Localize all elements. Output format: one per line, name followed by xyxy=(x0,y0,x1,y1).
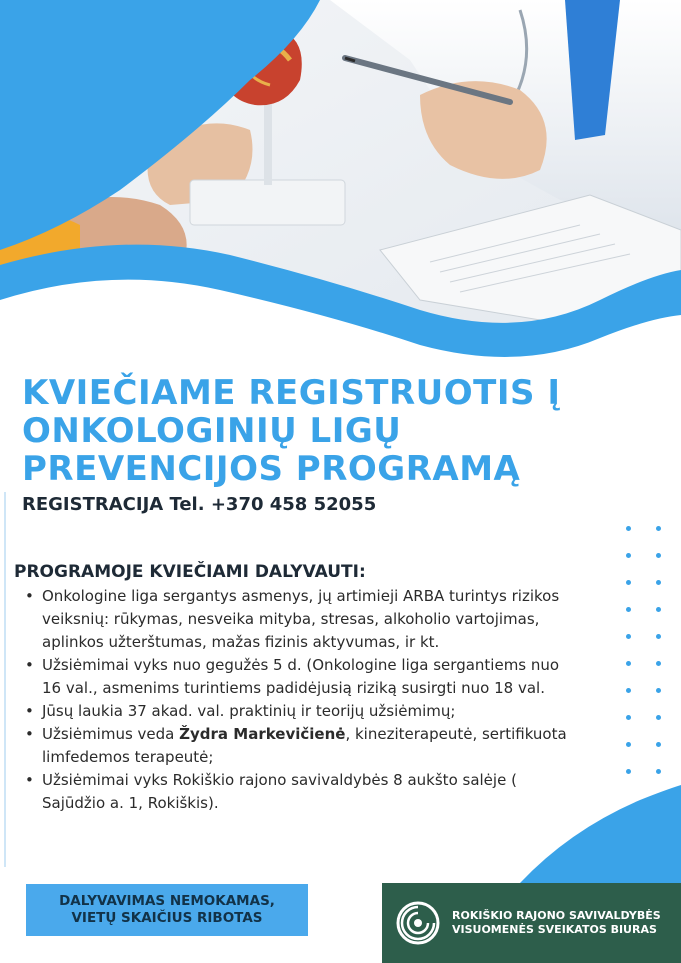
list-item xyxy=(22,769,582,815)
organization-banner xyxy=(382,883,681,963)
list-item xyxy=(22,654,582,700)
org-name xyxy=(452,909,661,937)
decorative-dots xyxy=(626,526,670,786)
free-line-2: VIETŲ SKAIČIUS RIBOTAS xyxy=(71,910,263,926)
section-title: PROGRAMOJE KVIEČIAMI DALYVAUTI: xyxy=(14,562,366,582)
list-item-text: Jūsų laukia 37 akad. val. praktinių ir teorijų užsiėmimų; xyxy=(42,702,456,720)
main-title xyxy=(22,374,662,488)
org-line-1: ROKIŠKIO RAJONO SAVIVALDYBĖS xyxy=(452,909,661,922)
left-divider xyxy=(4,492,6,867)
hero-photo xyxy=(0,0,681,370)
org-line-2: VISUOMENĖS SVEIKATOS BIURAS xyxy=(452,923,657,936)
list-item xyxy=(22,585,582,654)
participant-list xyxy=(22,585,582,815)
free-participation-banner xyxy=(26,884,308,936)
registration-phone: REGISTRACIJA Tel. +370 458 52055 xyxy=(22,494,377,515)
list-item xyxy=(22,723,582,769)
org-logo-icon xyxy=(394,899,442,947)
instructor-name: Žydra Markevičienė xyxy=(179,725,346,743)
list-item-text: , kineziterapeutė, sertifikuota limfedemos terapeutė; xyxy=(42,725,567,766)
list-item-text: Užsiėmimus veda xyxy=(42,725,180,743)
free-line-1: DALYVAVIMAS NEMOKAMAS, xyxy=(59,893,275,909)
title-line-3: PREVENCIJOS PROGRAMĄ xyxy=(22,449,521,489)
list-item xyxy=(22,700,582,723)
list-item-text: Užsiėmimai vyks Rokiškio rajono savivaldybės 8 aukšto salėje ( Sajūdžio a. 1, Rokiškis). xyxy=(42,771,517,812)
title-line-2: ONKOLOGINIŲ LIGŲ xyxy=(22,411,402,451)
list-item-text: Užsiėmimai vyks nuo gegužės 5 d. (Onkologine liga sergantiems nuo 16 val., asmenims turintiems padidėjusią riziką susirgti nuo 18 val. xyxy=(42,656,560,697)
title-line-1: KVIEČIAME REGISTRUOTIS Į xyxy=(22,373,561,413)
list-item-text: Onkologine liga sergantys asmenys, jų artimieji ARBA turintys rizikos veiksnių: rūkymas, nesveika mityba, stresas, alkoholio vartojimas, aplinkos užterštumas, mažas fizinis aktyvumas, ir kt. xyxy=(42,587,560,651)
